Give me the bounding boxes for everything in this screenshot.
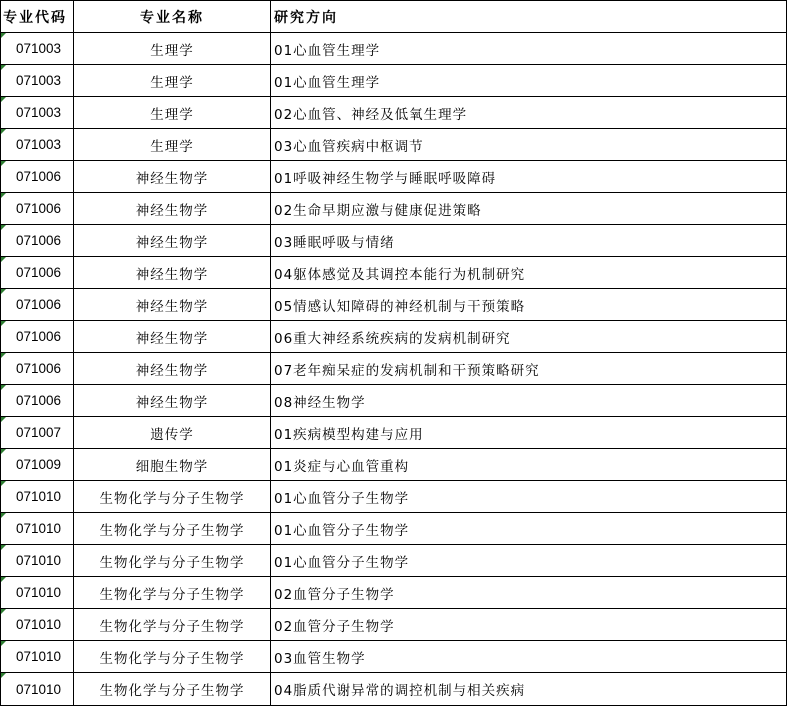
program-code-text: 071006 [16,361,62,376]
header-program-name: 专业名称 [74,1,271,33]
research-direction-text: 08神经生物学 [274,394,366,411]
program-name-cell[interactable] [74,673,271,706]
research-direction-text: 03心血管疾病中枢调节 [274,138,424,155]
comment-indicator-icon [1,385,6,390]
program-name-text: 神经生物学 [135,266,209,283]
research-direction-cell[interactable] [271,545,787,577]
program-code-cell[interactable] [1,161,74,193]
comment-indicator-icon [1,257,6,262]
comment-indicator-icon [1,449,6,454]
program-name-text: 生理学 [150,42,194,59]
table-row [1,129,787,161]
program-code-cell[interactable] [1,513,74,545]
research-direction-cell[interactable] [271,449,787,481]
program-name-cell[interactable] [74,449,271,481]
program-code-text: 071006 [16,169,62,184]
program-code-cell[interactable] [1,385,74,417]
program-code-cell[interactable] [1,97,74,129]
research-direction-cell[interactable] [271,321,787,353]
research-direction-cell[interactable] [271,97,787,129]
program-name-text: 生物化学与分子生物学 [99,490,245,507]
table-row [1,417,787,449]
program-code-cell[interactable] [1,193,74,225]
program-name-cell[interactable] [74,641,271,673]
research-direction-cell[interactable] [271,481,787,513]
program-code-text: 071006 [16,201,62,216]
program-name-cell[interactable] [74,353,271,385]
program-name-text: 生理学 [150,106,194,123]
program-name-cell[interactable] [74,33,271,65]
program-code-text: 071007 [16,425,62,440]
comment-indicator-icon [1,161,6,166]
comment-indicator-icon [1,65,6,70]
program-code-text: 071010 [16,649,62,664]
program-code-cell[interactable] [1,417,74,449]
table-row [1,161,787,193]
research-direction-cell[interactable] [271,673,787,706]
comment-indicator-icon [1,641,6,646]
table-row [1,97,787,129]
program-code-cell[interactable] [1,321,74,353]
research-direction-cell[interactable] [271,577,787,609]
program-name-text: 生物化学与分子生物学 [99,650,245,667]
program-code-cell[interactable] [1,65,74,97]
research-direction-cell[interactable] [271,257,787,289]
program-name-cell[interactable] [74,289,271,321]
table-row [1,257,787,289]
program-name-text: 神经生物学 [135,234,209,251]
research-direction-text: 05情感认知障碍的神经机制与干预策略 [274,298,526,315]
comment-indicator-icon [1,33,6,38]
program-code-text: 071010 [16,553,62,568]
program-code-cell[interactable] [1,353,74,385]
comment-indicator-icon [1,193,6,198]
comment-indicator-icon [1,577,6,582]
program-code-cell[interactable] [1,449,74,481]
research-direction-cell[interactable] [271,193,787,225]
comment-indicator-icon [1,481,6,486]
comment-indicator-icon [1,353,6,358]
program-name-cell[interactable] [74,161,271,193]
program-name-text: 生物化学与分子生物学 [99,522,245,539]
program-code-cell[interactable] [1,577,74,609]
comment-indicator-icon [1,225,6,230]
program-name-text: 生物化学与分子生物学 [99,586,245,603]
table-row [1,673,787,706]
program-name-cell[interactable] [74,609,271,641]
table-row [1,609,787,641]
research-direction-cell[interactable] [271,417,787,449]
program-code-cell[interactable] [1,225,74,257]
comment-indicator-icon [1,545,6,550]
table-body [1,33,787,706]
program-code-text: 071010 [16,521,62,536]
program-name-cell[interactable] [74,417,271,449]
research-direction-text: 01心血管生理学 [274,74,381,91]
research-direction-cell[interactable] [271,129,787,161]
program-name-cell[interactable] [74,193,271,225]
research-direction-text: 03睡眠呼吸与情绪 [274,234,395,251]
program-code-cell[interactable] [1,545,74,577]
header-program-code: 专业代码 [1,1,74,33]
comment-indicator-icon [1,513,6,518]
comment-indicator-icon [1,129,6,134]
program-name-text: 生理学 [150,138,194,155]
comment-indicator-icon [1,97,6,102]
program-name-cell[interactable] [74,577,271,609]
program-code-text: 071009 [16,457,62,472]
research-direction-cell[interactable] [271,353,787,385]
research-direction-cell[interactable] [271,513,787,545]
program-name-text: 生理学 [150,74,194,91]
program-code-cell[interactable] [1,129,74,161]
program-name-text: 神经生物学 [135,298,209,315]
program-code-text: 071010 [16,681,62,697]
program-code-text: 071006 [16,297,62,312]
table-row [1,65,787,97]
program-name-text: 神经生物学 [135,170,209,187]
program-code-text: 071010 [16,585,62,600]
research-direction-cell[interactable] [271,33,787,65]
research-direction-cell[interactable] [271,161,787,193]
program-code-text: 071006 [16,233,62,248]
program-code-cell[interactable] [1,289,74,321]
research-direction-text: 02血管分子生物学 [274,618,395,635]
table-row [1,193,787,225]
program-name-text: 神经生物学 [135,330,209,347]
research-direction-text: 02心血管、神经及低氧生理学 [274,106,468,123]
program-name-cell[interactable] [74,545,271,577]
table-row [1,353,787,385]
program-code-text: 071006 [16,265,62,280]
program-name-cell[interactable] [74,513,271,545]
research-direction-text: 01心血管分子生物学 [274,522,410,539]
program-name-cell[interactable] [74,481,271,513]
program-name-cell[interactable] [74,225,271,257]
research-direction-text: 02生命早期应激与健康促进策略 [274,202,482,219]
program-name-text: 遗传学 [150,426,194,443]
program-code-text: 071010 [16,617,62,632]
research-direction-cell[interactable] [271,609,787,641]
research-direction-text: 01心血管分子生物学 [274,490,410,507]
header-research-direction: 研究方向 [271,1,787,33]
table-row [1,641,787,673]
table-row [1,385,787,417]
table-row [1,577,787,609]
program-name-text: 神经生物学 [135,202,209,219]
research-direction-text: 01炎症与心血管重构 [274,458,410,475]
research-direction-cell[interactable] [271,289,787,321]
comment-indicator-icon [1,321,6,326]
program-name-cell[interactable] [74,65,271,97]
research-direction-text: 04躯体感觉及其调控本能行为机制研究 [274,266,526,283]
comment-indicator-icon [1,673,6,678]
research-direction-text: 01心血管生理学 [274,42,381,59]
research-direction-text: 01疾病模型构建与应用 [274,426,424,443]
table-row [1,449,787,481]
program-name-cell[interactable] [74,385,271,417]
table-row [1,321,787,353]
comment-indicator-icon [1,417,6,422]
program-name-text: 生物化学与分子生物学 [99,618,245,635]
program-code-text: 071010 [16,489,62,504]
program-code-cell[interactable] [1,257,74,289]
research-direction-cell[interactable] [271,65,787,97]
research-direction-text: 06重大神经系统疾病的发病机制研究 [274,330,511,347]
program-code-cell[interactable] [1,481,74,513]
table-row [1,545,787,577]
program-name-text: 生物化学与分子生物学 [99,683,245,699]
research-direction-text: 07老年痴呆症的发病机制和干预策略研究 [274,362,540,379]
table-row [1,225,787,257]
table-row [1,289,787,321]
research-direction-text: 01心血管分子生物学 [274,554,410,571]
table-row [1,33,787,65]
research-direction-text: 04脂质代谢异常的调控机制与相关疾病 [274,683,526,699]
program-name-text: 细胞生物学 [135,458,209,475]
table-row [1,481,787,513]
program-code-text: 071006 [16,393,62,408]
program-code-text: 071006 [16,329,62,344]
research-direction-cell[interactable] [271,225,787,257]
program-code-cell[interactable] [1,609,74,641]
comment-indicator-icon [1,609,6,614]
program-name-cell[interactable] [74,129,271,161]
program-code-text: 071003 [16,41,62,56]
program-code-cell[interactable] [1,33,74,65]
table-row [1,513,787,545]
research-direction-text: 02血管分子生物学 [274,586,395,603]
program-name-cell[interactable] [74,97,271,129]
program-code-cell[interactable] [1,673,74,706]
research-direction-text: 01呼吸神经生物学与睡眠呼吸障碍 [274,170,497,187]
header-row [1,1,787,33]
program-code-text: 071003 [16,137,62,152]
comment-indicator-icon [1,289,6,294]
program-code-text: 071003 [16,73,62,88]
research-direction-cell[interactable] [271,385,787,417]
program-code-cell[interactable] [1,641,74,673]
program-code-text: 071003 [16,105,62,120]
research-direction-cell[interactable] [271,641,787,673]
program-name-text: 神经生物学 [135,362,209,379]
research-direction-text: 03血管生物学 [274,650,366,667]
program-name-text: 生物化学与分子生物学 [99,554,245,571]
program-name-text: 神经生物学 [135,394,209,411]
program-name-cell[interactable] [74,321,271,353]
program-name-cell[interactable] [74,257,271,289]
